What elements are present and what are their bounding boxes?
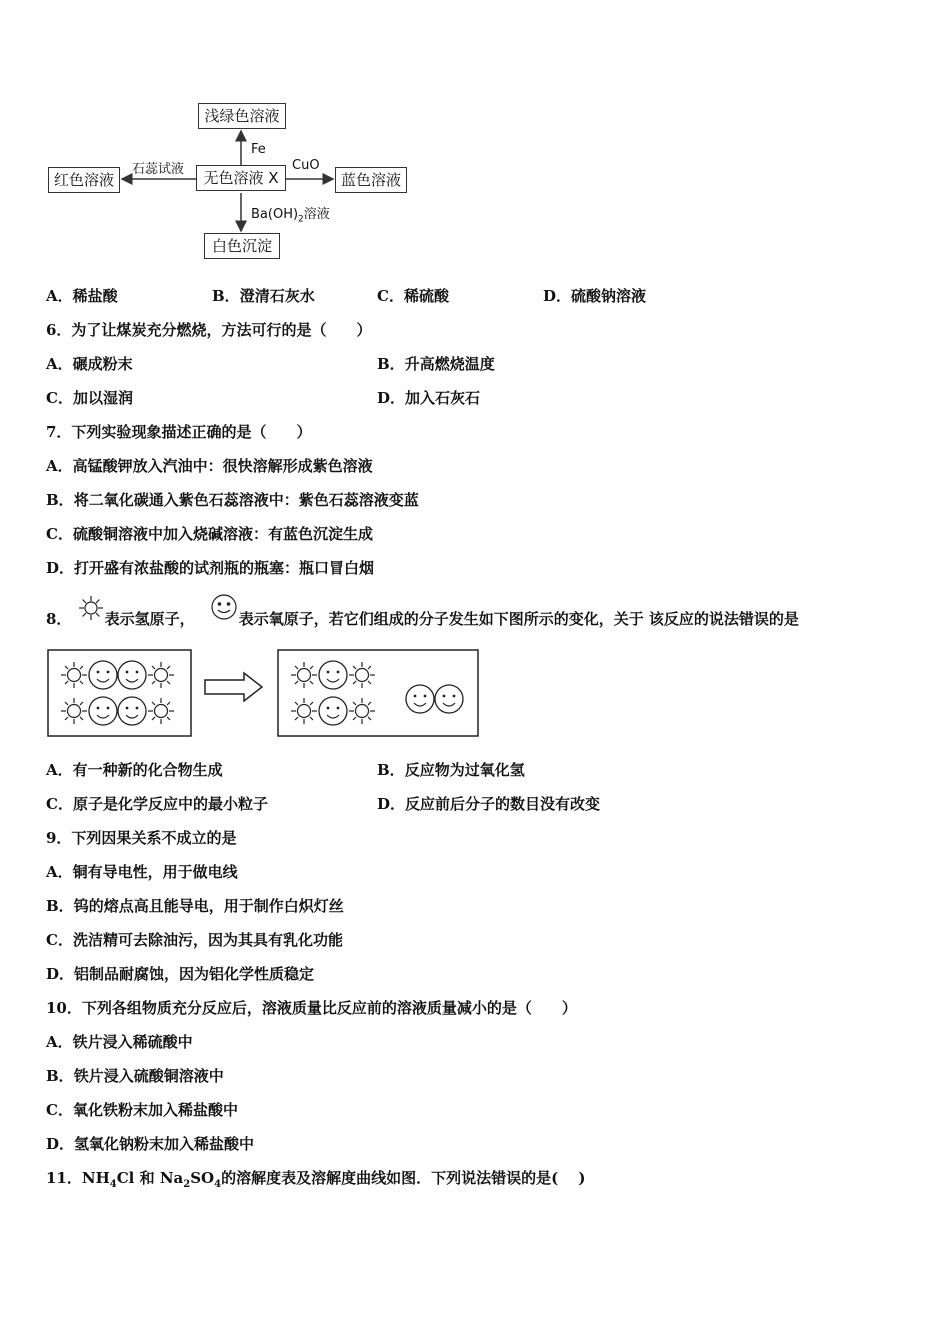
q10-option-c: C．氧化铁粉末加入稀盐酸中 xyxy=(46,1101,238,1119)
reaction-arrow-icon xyxy=(205,673,262,701)
q5-option-c: C．稀硫酸 xyxy=(377,287,449,305)
flow-arrows xyxy=(0,0,950,300)
q8-option-c: C．原子是化学反应中的最小粒子 xyxy=(46,795,268,813)
q9-option-d: D．铝制品耐腐蚀，因为铝化学性质稳定 xyxy=(46,965,315,983)
flow-box-right: 蓝色溶液 xyxy=(335,167,407,193)
q7-option-a: A．高锰酸钾放入汽油中：很快溶解形成紫色溶液 xyxy=(46,457,373,475)
reaction-diagram xyxy=(0,648,950,748)
q5-option-d: D．硫酸钠溶液 xyxy=(543,287,647,305)
q6-stem: 6．为了让煤炭充分燃烧，方法可行的是（ ） xyxy=(46,321,372,339)
flow-label-cuo: CuO xyxy=(292,158,320,173)
q10-option-d: D．氢氧化钠粉末加入稀盐酸中 xyxy=(46,1135,255,1153)
q7-option-c: C．硫酸铜溶液中加入烧碱溶液：有蓝色沉淀生成 xyxy=(46,525,373,543)
flow-box-top: 浅绿色溶液 xyxy=(198,103,286,129)
q9-option-c: C．洗洁精可去除油污，因为其具有乳化功能 xyxy=(46,931,343,949)
q8-stem: 8． 表示氢原子， 表示氧原子，若它们组成的分子发生如下图所示的变化，关于 该反应的说法错误的是 xyxy=(46,604,799,629)
q8-option-b: B．反应物为过氧化氢 xyxy=(377,761,525,779)
q9-stem: 9．下列因果关系不成立的是 xyxy=(46,829,237,847)
q5-option-a: A．稀盐酸 xyxy=(46,287,118,305)
q8-option-a: A．有一种新的化合物生成 xyxy=(46,761,223,779)
flow-label-litmus: 石蕊试液 xyxy=(132,162,185,177)
q10-stem: 10．下列各组物质充分反应后，溶液质量比反应前的溶液质量减小的是（ ） xyxy=(46,999,577,1017)
oxygen-atom-icon xyxy=(209,604,239,626)
q6-option-b: B．升高燃烧温度 xyxy=(377,355,495,373)
q5-option-b: B．澄清石灰水 xyxy=(212,287,315,305)
hydrogen-atom-icon xyxy=(77,604,105,626)
q7-stem: 7．下列实验现象描述正确的是（ ） xyxy=(46,423,312,441)
flow-box-bottom: 白色沉淀 xyxy=(204,233,280,259)
q8-option-d: D．反应前后分子的数目没有改变 xyxy=(377,795,601,813)
q6-option-c: C．加以湿润 xyxy=(46,389,133,407)
reactants-box xyxy=(48,650,191,736)
q10-option-a: A．铁片浸入稀硫酸中 xyxy=(46,1033,193,1051)
q7-option-b: B．将二氧化碳通入紫色石蕊溶液中：紫色石蕊溶液变蓝 xyxy=(46,491,419,509)
flow-label-baoh2: $Ba(OH)_2$溶液 xyxy=(251,207,330,225)
q6-option-a: A．碾成粉末 xyxy=(46,355,133,373)
q9-option-b: B．钨的熔点高且能导电，用于制作白炽灯丝 xyxy=(46,897,344,915)
flow-label-fe: Fe xyxy=(251,142,266,157)
flow-box-center: 无色溶液 X xyxy=(196,165,286,191)
q9-option-a: A．铜有导电性，用于做电线 xyxy=(46,863,238,881)
flow-box-left: 红色溶液 xyxy=(48,167,120,193)
q11-stem: 11．$NH_4Cl$ 和 $Na_2SO_4$的溶解度表及溶解度曲线如图．下列说法错误的是( ) xyxy=(46,1169,586,1190)
q10-option-b: B．铁片浸入硫酸铜溶液中 xyxy=(46,1067,224,1085)
q7-option-d: D．打开盛有浓盐酸的试剂瓶的瓶塞：瓶口冒白烟 xyxy=(46,559,375,577)
q6-option-d: D．加入石灰石 xyxy=(377,389,481,407)
